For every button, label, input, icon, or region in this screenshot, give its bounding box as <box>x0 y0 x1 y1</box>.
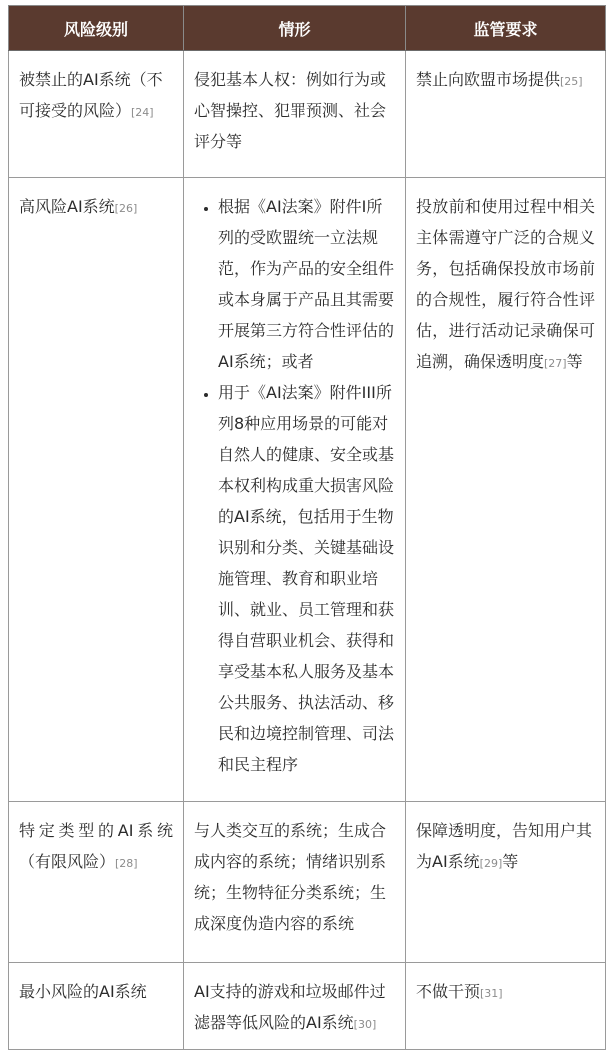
citation: [28] <box>115 857 138 870</box>
risk-level-text: 最小风险的AI系统 <box>19 982 147 1001</box>
situation-text: AI支持的游戏和垃圾邮件过滤器等低风险的AI系统 <box>194 982 386 1032</box>
risk-level-text: 特定类型的AI系统（有限风险） <box>19 821 173 871</box>
requirement-text: 投放前和使用过程中相关主体需遵守广泛的合规义务，包括确保投放市场前的合规性，履行符合性评估，进行活动记录确保可追溯，确保透明度 <box>416 197 595 371</box>
list-item: • 用于《AI法案》附件III所列8种应用场景的可能对自然人的健康、安全或基本权利构成重大损害风险的AI系统，包括用于生物识别和分类、关键基础设施管理、教育和职业培训、就业、员工管理和获得自营职业机会、获得和享受基本私人服务及基本公共服务、执法活动、移民和边境控制管理、司法和民主程序 <box>218 377 395 780</box>
header-risk-level: 风险级别 <box>9 6 184 51</box>
situation-cell <box>184 802 406 963</box>
citation: [27] <box>544 357 567 370</box>
situation-cell <box>184 963 406 1050</box>
risk-level-cell <box>9 51 184 178</box>
risk-level-text: 高风险AI系统 <box>19 197 115 216</box>
risk-level-cell <box>9 963 184 1050</box>
requirement-tail: 等 <box>502 852 519 871</box>
header-requirement: 监管要求 <box>406 6 606 51</box>
requirement-cell <box>406 178 606 802</box>
citation: [31] <box>480 987 503 1000</box>
requirement-text: 保障透明度，告知用户其为AI系统 <box>416 821 593 871</box>
list-item: • 根据《AI法案》附件I所列的受欧盟统一立法规范，作为产品的安全组件或本身属于产品且其需要开展第三方符合性评估的AI系统；或者 <box>218 191 395 377</box>
situation-bullet-list <box>194 191 395 780</box>
situation-text: 侵犯基本人权：例如行为或心智操控、犯罪预测、社会评分等 <box>194 70 387 151</box>
table-row <box>9 802 606 963</box>
citation: [29] <box>479 857 503 870</box>
requirement-tail: 等 <box>566 352 583 371</box>
citation: [24] <box>131 106 154 119</box>
risk-level-cell <box>9 802 184 963</box>
table-row <box>9 178 606 802</box>
requirement-text: 禁止向欧盟市场提供 <box>416 70 561 89</box>
risk-level-table <box>8 5 606 1050</box>
requirement-text: 不做干预 <box>416 982 481 1001</box>
situation-cell <box>184 51 406 178</box>
table-row <box>9 963 606 1050</box>
citation: [30] <box>353 1018 377 1031</box>
citation: [26] <box>114 202 138 215</box>
requirement-cell <box>406 963 606 1050</box>
situation-text: 与人类交互的系统；生成合成内容的系统；情绪识别系统；生物特征分类系统；生成深度伪造内容的系统 <box>194 821 387 933</box>
risk-level-text: 被禁止的AI系统（不可接受的风险） <box>19 70 163 120</box>
situation-cell <box>184 178 406 802</box>
table-header-row <box>9 6 606 51</box>
requirement-cell <box>406 51 606 178</box>
table-row <box>9 51 606 178</box>
citation: [25] <box>560 75 583 88</box>
header-situation: 情形 <box>184 6 406 51</box>
risk-level-cell <box>9 178 184 802</box>
requirement-cell <box>406 802 606 963</box>
